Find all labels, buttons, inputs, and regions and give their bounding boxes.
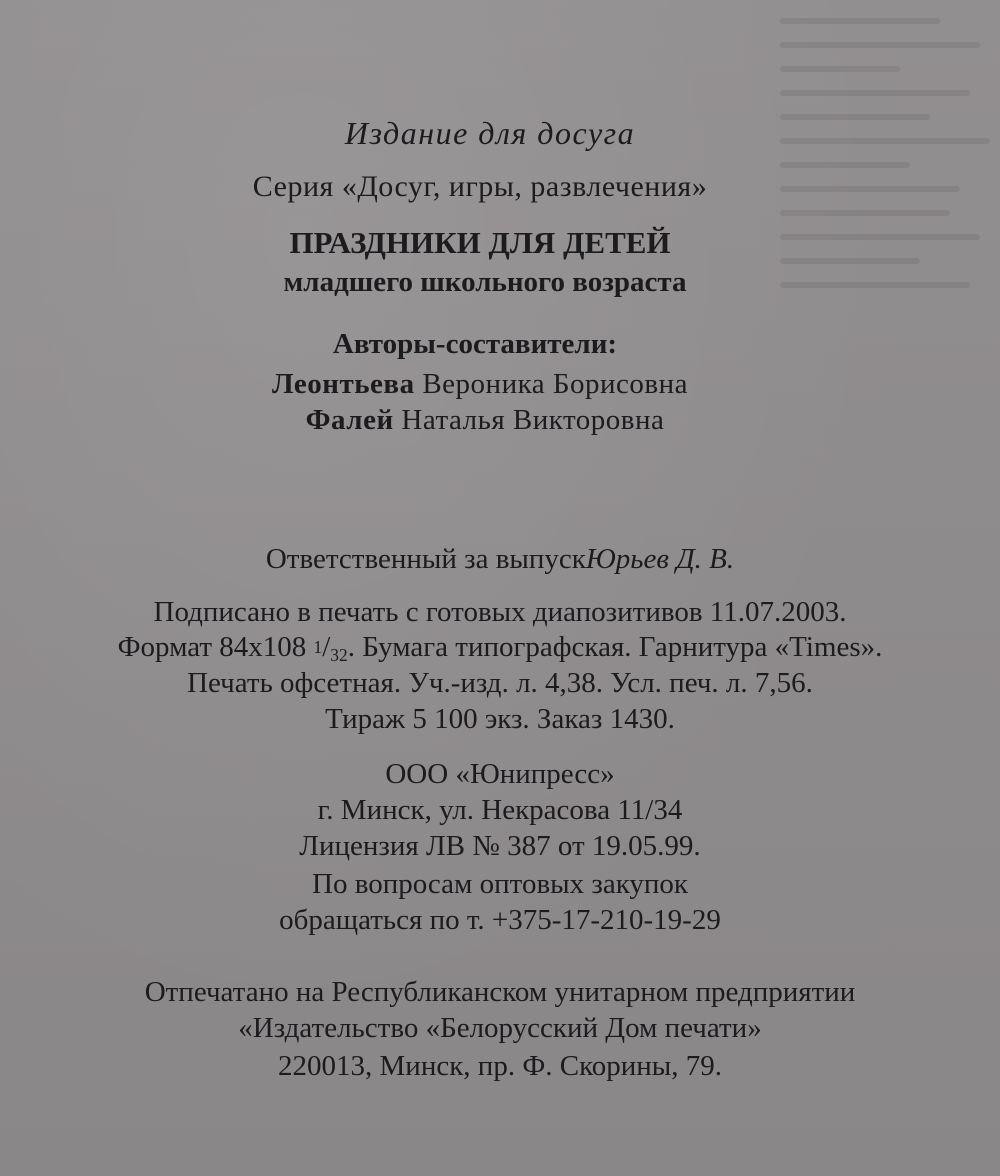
format-numerator: 1: [313, 636, 323, 657]
edition-line: Издание для досуга: [344, 115, 636, 151]
offset-line: Печать офсетная. Уч.-изд. л. 4,38. Усл. печ. л. 7,56.: [187, 667, 813, 699]
wholesale-line: По вопросам оптовых закупок: [312, 868, 688, 900]
publisher-license: Лицензия ЛВ № 387 от 19.05.99.: [299, 830, 701, 862]
printer-line-1: Отпечатано на Республиканском унитарном предприятии: [144, 976, 856, 1008]
phone-line: обращаться по т. +375-17-210-19-29: [279, 904, 721, 936]
run-line: Тираж 5 100 экз. Заказ 1430.: [325, 703, 675, 735]
author-2-surname: Фалей: [305, 404, 394, 436]
responsible-line: [0, 545, 1000, 574]
author-2-name: Наталья Викторовна: [401, 404, 665, 436]
author-1-surname: Леонтьева: [271, 368, 415, 400]
format-suffix: . Бумага типографская. Гарнитура «Times».: [347, 631, 883, 663]
responsible-label: Ответственный за выпуск: [265, 543, 586, 575]
author-2: [0, 406, 985, 435]
format-line: Формат 84x108 $^1/_{32}$. Бумага типографская. Гарнитура «Times».: [117, 631, 883, 666]
book-title: ПРАЗДНИКИ ДЛЯ ДЕТЕЙ: [289, 225, 671, 260]
publisher-name: ООО «Юнипресс»: [385, 758, 615, 790]
authors-label: Авторы-составители:: [332, 328, 618, 360]
author-1-name: Вероника Борисовна: [422, 368, 688, 400]
series-line: Серия «Досуг, игры, развлечения»: [252, 170, 708, 203]
printer-line-3: 220013, Минск, пр. Ф. Скорины, 79.: [278, 1050, 722, 1082]
format-prefix: Формат 84x108: [117, 631, 307, 663]
signed-line: Подписано в печать с готовых диапозитивов 11.07.2003.: [153, 596, 847, 628]
printer-line-2: «Издательство «Белорусский Дом печати»: [238, 1012, 762, 1044]
author-1: [0, 370, 980, 399]
responsible-person: Юрьев Д. В.: [585, 543, 735, 575]
book-subtitle: младшего школьного возраста: [283, 266, 687, 298]
publisher-address: г. Минск, ул. Некрасова 11/34: [317, 794, 683, 826]
format-denominator: 32: [330, 645, 348, 666]
